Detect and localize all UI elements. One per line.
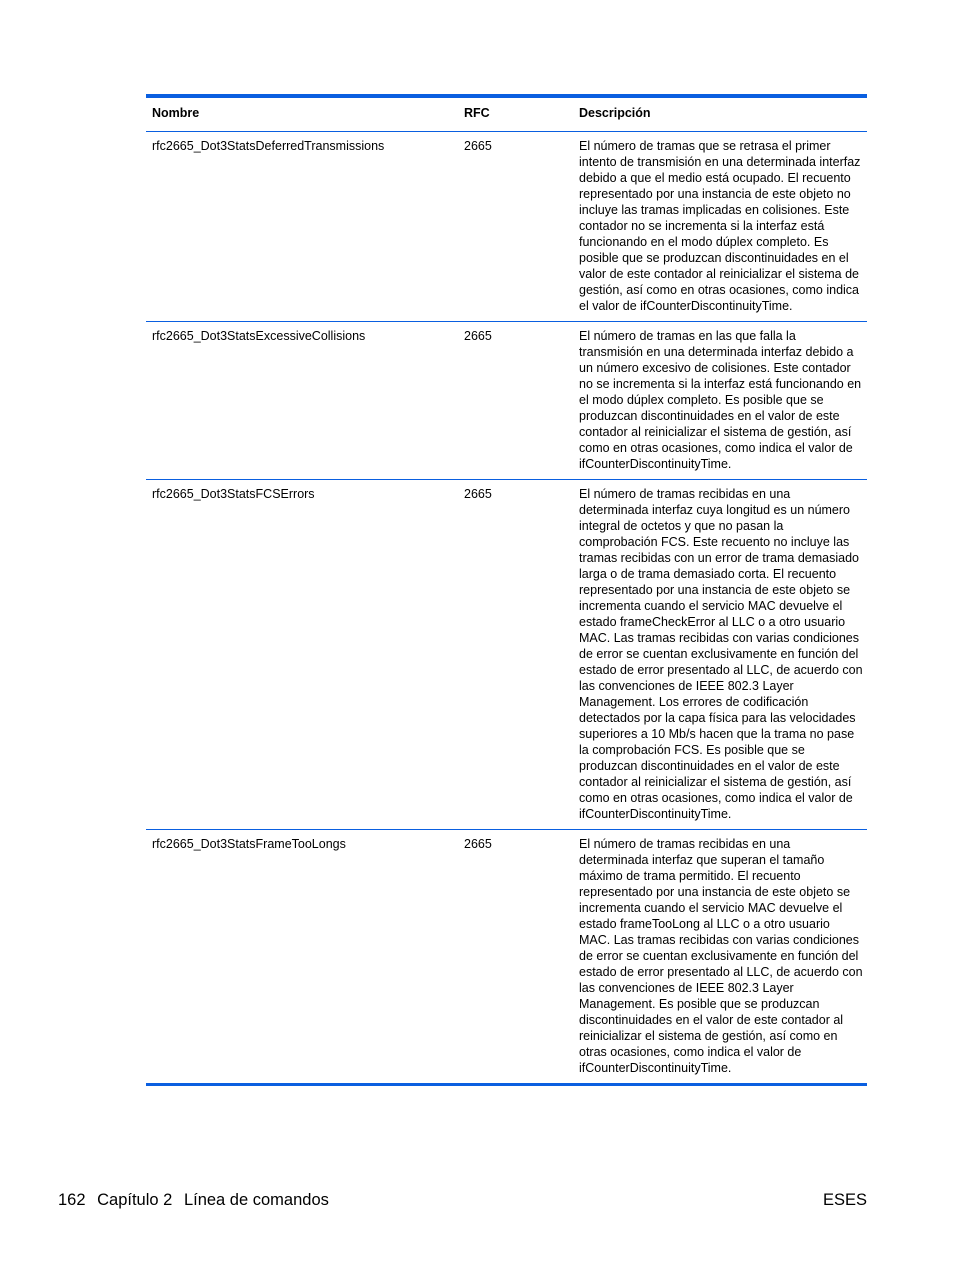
cell-description: El número de tramas recibidas en una determinada interfaz cuya longitud es un número integral de octetos y que no pasan la comprobación FCS. Este recuento no incluye las tramas recibidas con un error de trama demasiado larga o de trama demasiado corta. El recuento representado por una instancia de este objeto se incrementa cuando el servicio MAC devuelve el estado frameCheckError al LLC o a otro usuario MAC. Las tramas recibidas con varias condiciones de error se cuentan exclusivamente en función del estado de error presentado al LLC, de acuerdo con las convenciones de IEEE 802.3 Layer Management. Los errores de codificación detectados por la capa física para las velocidades superiores a 10 Mb/s hacen que la trama no pase la comprobación FCS. Es posible que se produzcan discontinuidades en el valor de este contador al reinicializar el sistema de gestión, así como en otras ocasiones, como indica el valor de ifCounterDiscontinuityTime.	[573, 480, 867, 830]
cell-object-name: rfc2665_Dot3StatsDeferredTransmissions	[146, 132, 458, 322]
cell-rfc: 2665	[458, 132, 573, 322]
table-row	[146, 322, 867, 480]
table-header-row	[146, 98, 867, 132]
cell-rfc: 2665	[464, 837, 492, 851]
cell-description: El número de tramas que se retrasa el primer intento de transmisión en una determinada interfaz debido a que el medio está ocupado. El recuento representado por una instancia de este objeto no incluye las tramas implicadas en colisiones. Este contador no se incrementa si la interfaz está funcionando en el modo dúplex completo. Es posible que se produzcan discontinuidades en el valor de este contador al reinicializar el sistema de gestión, así como en otras ocasiones, como indica el valor de ifCounterDiscontinuityTime.	[573, 132, 867, 322]
table-row	[146, 480, 867, 830]
table-row	[146, 830, 867, 1084]
cell-object-name: rfc2665_Dot3StatsFCSErrors	[146, 480, 458, 830]
column-header-description: Descripción	[573, 98, 867, 132]
cell-description: El número de tramas en las que falla la transmisión en una determinada interfaz debido a un número excesivo de colisiones. Este contador no se incrementa si la interfaz está funcionando en el modo dúplex completo. Es posible que se produzcan discontinuidades en el valor de este contador al reinicializar el sistema de gestión, así como en otras ocasiones, como indica el valor de ifCounterDiscontinuityTime.	[573, 322, 867, 480]
page-number: 162	[58, 1191, 86, 1209]
mib-objects-table	[146, 98, 867, 1083]
table-bottom-rule	[146, 1083, 867, 1086]
column-header-rfc: RFC	[458, 98, 573, 132]
mib-objects-table-wrapper	[146, 94, 867, 1086]
chapter-title: Línea de comandos	[183, 1191, 329, 1209]
column-header-name: Nombre	[146, 98, 458, 132]
cell-rfc: 2665	[458, 480, 573, 830]
chapter-label: Capítulo 2	[97, 1191, 173, 1209]
table-row	[146, 132, 867, 322]
cell-rfc: 2665	[458, 322, 573, 480]
page-footer-left	[58, 1191, 336, 1210]
cell-object-name: rfc2665_Dot3StatsFrameTooLongs	[152, 837, 346, 851]
locale-code: ESES	[822, 1191, 867, 1209]
cell-description: El número de tramas recibidas en una determinada interfaz que superan el tamaño máximo de trama permitido. El recuento representado por una instancia de este objeto se incrementa cuando el servicio MAC devuelve el estado frameTooLong al LLC o a otro usuario MAC. Las tramas recibidas con varias condiciones de error se cuentan exclusivamente en función del estado de error presentado al LLC, de acuerdo con las convenciones de IEEE 802.3 Layer Management. Es posible que se produzcan discontinuidades en el valor de este contador al reinicializar el sistema de gestión, así como en otras ocasiones, como indica el valor de ifCounterDiscontinuityTime.	[579, 837, 863, 1075]
cell-object-name: rfc2665_Dot3StatsExcessiveCollisions	[146, 322, 458, 480]
